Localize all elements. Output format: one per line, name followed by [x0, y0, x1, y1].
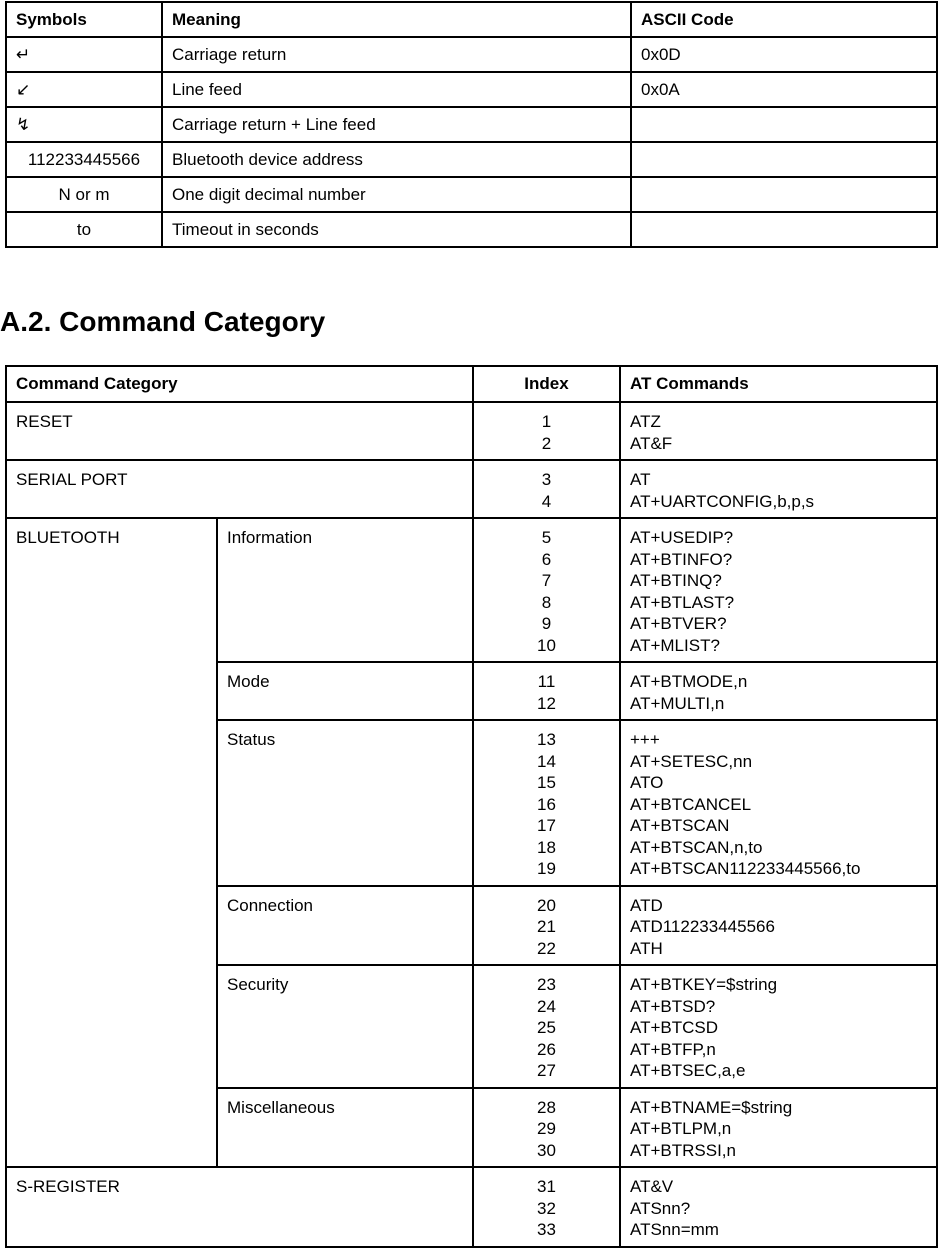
at-command: AT+BTSD? [630, 996, 716, 1016]
symbols-header-row [6, 2, 937, 37]
section-heading: A.2. Command Category [0, 306, 326, 337]
index-cell [473, 965, 620, 1088]
meaning-header: Meaning [162, 2, 631, 37]
index-value: 27 [537, 1061, 556, 1080]
index-cell [473, 886, 620, 966]
at-command: AT+BTLAST? [630, 592, 735, 612]
index-value: 29 [537, 1119, 556, 1138]
ascii-cell [631, 107, 937, 142]
index-value: 21 [537, 917, 556, 936]
at-command: AT+BTRSSI,n [630, 1140, 736, 1160]
table-row [6, 142, 937, 177]
command-category-table [5, 365, 938, 1248]
index-value: 6 [541, 549, 552, 569]
category-cell: S-REGISTER [6, 1167, 473, 1247]
category-cell: SERIAL PORT [6, 460, 473, 518]
index-header: Index [473, 366, 620, 402]
subcategory-cell: Miscellaneous [217, 1088, 473, 1168]
index-value: 1 [541, 412, 552, 431]
commands-cell [620, 518, 937, 662]
index-value: 17 [537, 816, 556, 835]
index-value: 7 [541, 571, 552, 590]
at-command: ATH [630, 938, 663, 958]
command-header-row [6, 366, 937, 402]
ascii-cell [631, 212, 937, 247]
symbol-cell: 112233445566 [6, 142, 162, 177]
at-command: AT [630, 470, 651, 489]
index-cell [473, 402, 620, 460]
at-command: AT+BTNAME=$string [630, 1097, 793, 1117]
symbol-cell: N or m [6, 177, 162, 212]
index-value: 10 [537, 635, 556, 655]
at-command: AT&V [630, 1177, 674, 1196]
at-command: AT+MULTI,n [630, 693, 725, 713]
at-command: AT+BTMODE,n [630, 672, 748, 691]
at-command: AT+BTCANCEL [630, 794, 752, 814]
at-command: AT+UARTCONFIG,b,p,s [630, 491, 815, 511]
carriage-return-icon: ↵ [6, 37, 162, 72]
at-command: AT+BTCSD [630, 1018, 719, 1037]
commands-cell [620, 1088, 937, 1168]
at-command: ATSnn? [630, 1198, 691, 1218]
commands-cell [620, 460, 937, 518]
at-command: AT+BTKEY=$string [630, 975, 778, 994]
index-value: 14 [537, 751, 556, 771]
at-command: AT+MLIST? [630, 635, 720, 655]
index-value: 4 [541, 491, 552, 511]
meaning-cell: Timeout in seconds [162, 212, 631, 247]
index-value: 15 [537, 773, 556, 792]
at-command: ATD112233445566 [630, 917, 775, 936]
at-command: +++ [630, 730, 660, 749]
meaning-cell: Line feed [162, 72, 631, 107]
index-value: 2 [541, 433, 552, 453]
at-commands-header: AT Commands [620, 366, 937, 402]
index-value: 30 [537, 1140, 556, 1160]
meaning-cell: Bluetooth device address [162, 142, 631, 177]
table-row [6, 177, 937, 212]
subcategory-cell: Information [217, 518, 473, 662]
ascii-header: ASCII Code [631, 2, 937, 37]
index-value: 19 [537, 859, 556, 878]
commands-cell [620, 886, 937, 966]
table-row [6, 460, 937, 518]
index-value: 28 [537, 1097, 556, 1117]
symbols-table [5, 1, 938, 248]
index-cell [473, 460, 620, 518]
at-command: AT+BTSCAN112233445566,to [630, 859, 861, 878]
at-command: AT+SETESC,nn [630, 751, 753, 771]
index-value: 16 [537, 794, 556, 814]
ascii-cell: 0x0D [631, 37, 937, 72]
index-value: 20 [537, 895, 556, 915]
index-value: 23 [537, 975, 556, 994]
ascii-cell [631, 177, 937, 212]
crlf-icon: ↯ [6, 107, 162, 142]
index-value: 9 [541, 614, 552, 633]
index-value: 26 [537, 1039, 556, 1059]
at-command: ATO [630, 773, 664, 792]
subcategory-cell: Connection [217, 886, 473, 966]
ascii-cell [631, 142, 937, 177]
at-command: AT+BTFP,n [630, 1039, 716, 1059]
command-category-header: Command Category [6, 366, 473, 402]
ascii-cell: 0x0A [631, 72, 937, 107]
at-command: AT+BTSEC,a,e [630, 1061, 746, 1080]
category-cell: RESET [6, 402, 473, 460]
index-value: 33 [537, 1220, 556, 1239]
index-value: 5 [541, 528, 552, 547]
index-value: 31 [537, 1177, 556, 1196]
index-value: 25 [537, 1018, 556, 1037]
subcategory-cell: Status [217, 720, 473, 886]
index-value: 8 [541, 592, 552, 612]
subcategory-cell: Security [217, 965, 473, 1088]
table-row [6, 212, 937, 247]
index-value: 32 [537, 1198, 556, 1218]
subcategory-cell: Mode [217, 662, 473, 720]
meaning-cell: One digit decimal number [162, 177, 631, 212]
index-value: 18 [537, 837, 556, 857]
line-feed-icon: ↙ [6, 72, 162, 107]
table-row [6, 107, 937, 142]
commands-cell [620, 662, 937, 720]
index-value: 13 [537, 730, 556, 749]
index-cell [473, 1167, 620, 1247]
category-cell: BLUETOOTH [6, 518, 217, 1167]
meaning-cell: Carriage return [162, 37, 631, 72]
symbols-header: Symbols [6, 2, 162, 37]
index-cell [473, 662, 620, 720]
at-command: ATSnn=mm [630, 1220, 719, 1239]
index-value: 11 [537, 672, 556, 691]
table-row [6, 72, 937, 107]
commands-cell [620, 1167, 937, 1247]
at-command: ATZ [630, 412, 661, 431]
at-command: AT+BTSCAN,n,to [630, 837, 763, 857]
at-command: AT+BTSCAN [630, 816, 730, 835]
symbol-cell: to [6, 212, 162, 247]
index-cell [473, 518, 620, 662]
index-value: 24 [537, 996, 556, 1016]
index-value: 3 [541, 470, 552, 489]
table-row [6, 402, 937, 460]
table-row [6, 37, 937, 72]
index-value: 12 [537, 693, 556, 713]
commands-cell [620, 720, 937, 886]
at-command: AT+BTVER? [630, 614, 727, 633]
commands-cell [620, 965, 937, 1088]
at-command: AT&F [630, 433, 673, 453]
index-value: 22 [537, 938, 556, 958]
at-command: AT+BTLPM,n [630, 1119, 732, 1138]
at-command: AT+BTINFO? [630, 549, 733, 569]
at-command: AT+BTINQ? [630, 571, 722, 590]
commands-cell [620, 402, 937, 460]
table-row [6, 518, 937, 662]
at-command: AT+USEDIP? [630, 528, 734, 547]
at-command: ATD [630, 895, 663, 915]
index-cell [473, 720, 620, 886]
index-cell [473, 1088, 620, 1168]
meaning-cell: Carriage return + Line feed [162, 107, 631, 142]
table-row [6, 1167, 937, 1247]
